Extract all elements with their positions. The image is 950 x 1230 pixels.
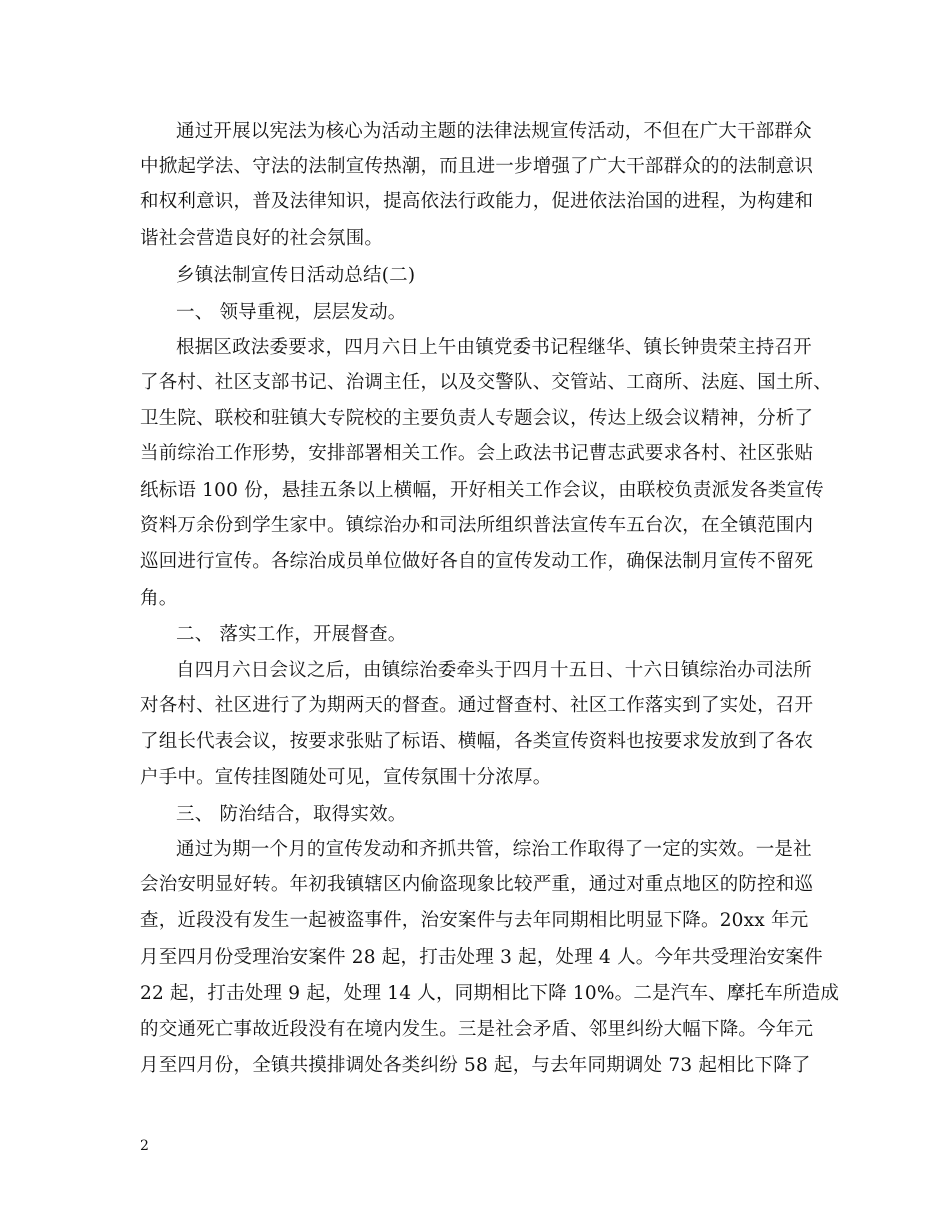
paragraph-line: 月至四月份，全镇共摸排调处各类纠纷 58 起，与去年同期调处 73 起相比下降了 (140, 1055, 811, 1076)
paragraph-line: 和权利意识，普及法律知识，提高依法行政能力，促进依法治国的进程，为构建和 (140, 191, 814, 212)
paragraph-line: 卫生院、联校和驻镇大专院校的主要负责人专题会议，传达上级会议精神，分析了 (140, 408, 814, 429)
paragraph-line: 会治安明显好转。年初我镇辖区内偷盗现象比较严重，通过对重点地区的防控和巡 (140, 874, 814, 895)
paragraph-line: 了组长代表会议，按要求张贴了标语、横幅，各类宣传资料也按要求发放到了各农 (140, 731, 814, 752)
paragraph-line: 的交通死亡事故近段没有在境内发生。三是社会矛盾、邻里纠纷大幅下降。今年元 (140, 1019, 814, 1040)
paragraph-line: 22 起，打击处理 9 起，处理 14 人，同期相比下降 10%。二是汽车、摩托车所造成 (140, 983, 840, 1004)
section-heading: 二、 落实工作，开展督查。 (176, 624, 407, 645)
paragraph-line: 通过为期一个月的宣传发动和齐抓共管，综治工作取得了一定的实效。一是社 (176, 839, 812, 860)
paragraph-line: 资料万余份到学生家中。镇综治办和司法所组织普法宣传车五台次，在全镇范围内 (140, 515, 814, 536)
paragraph-line: 月至四月份受理治安案件 28 起，打击处理 3 起，处理 4 人。今年共受理治安案件 (140, 947, 823, 968)
section-title: 乡镇法制宣传日活动总结(二) (176, 265, 416, 286)
paragraph-line: 纸标语 100 份，悬挂五条以上横幅，开好相关工作会议，由联校负责派发各类宣传 (140, 480, 824, 501)
paragraph-line: 了各村、社区支部书记、治调主任，以及交警队、交管站、工商所、法庭、国土所、 (140, 372, 832, 393)
section-heading: 三、 防治结合，取得实效。 (176, 804, 407, 825)
paragraph-line: 对各村、社区进行了为期两天的督查。通过督查村、社区工作落实到了实处，召开 (140, 695, 814, 716)
paragraph-line: 通过开展以宪法为核心为活动主题的法律法规宣传活动，不但在广大干部群众 (176, 121, 812, 142)
paragraph-line: 当前综治工作形势，安排部署相关工作。会上政法书记曹志武要求各村、社区张贴 (140, 443, 814, 464)
paragraph-line: 中掀起学法、守法的法制宣传热潮，而且进一步增强了广大干部群众的的法制意识 (140, 156, 814, 177)
page-number: 2 (140, 1138, 149, 1154)
paragraph-line: 自四月六日会议之后，由镇综治委牵头于四月十五日、十六日镇综治办司法所 (176, 660, 812, 681)
paragraph-line: 查，近段没有发生一起被盗事件，治安案件与去年同期相比明显下降。20xx 年元 (140, 910, 809, 931)
paragraph-line: 巡回进行宣传。各综治成员单位做好各自的宣传发动工作，确保法制月宣传不留死 (140, 551, 814, 572)
paragraph-line: 根据区政法委要求，四月六日上午由镇党委书记程继华、镇长钟贵荣主持召开 (176, 337, 812, 358)
paragraph-line: 谐社会营造良好的社会氛围。 (140, 228, 384, 249)
section-heading: 一、 领导重视，层层发动。 (176, 302, 407, 323)
paragraph-line: 户手中。宣传挂图随处可见，宣传氛围十分浓厚。 (140, 767, 552, 788)
paragraph-line: 角。 (140, 588, 178, 609)
